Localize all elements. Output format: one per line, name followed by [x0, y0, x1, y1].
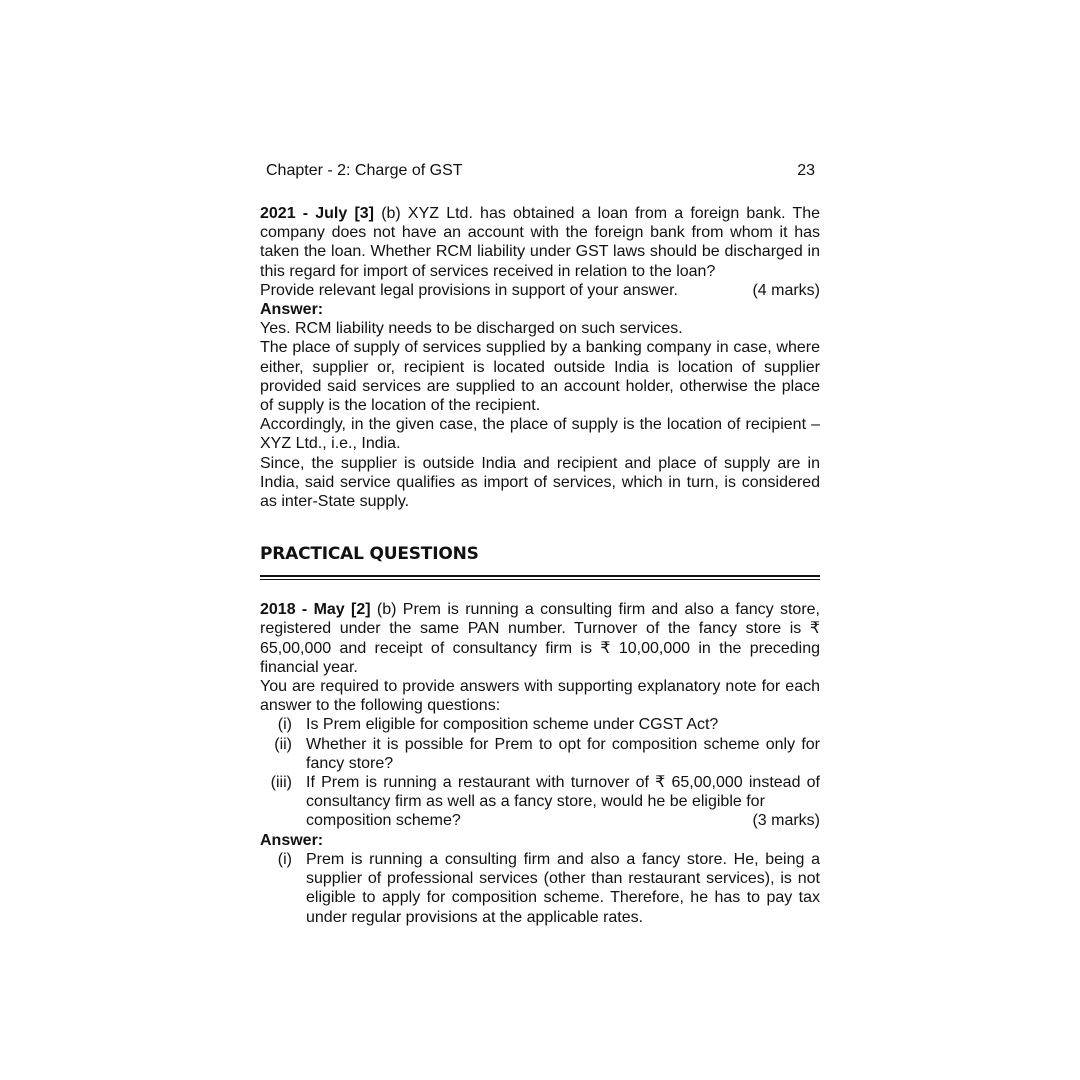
running-header [260, 160, 820, 182]
list-item-last-line [306, 811, 820, 830]
list-item-number: (iii) [270, 774, 292, 792]
question-2-text: (b) Prem is running a consulting firm and also a fancy store, registered under the same PAN number. Turnover of the fancy store is ₹ 65,00,000 and receipt of consultancy firm is ₹ 10,00,000 in the preceding financial year. [260, 601, 820, 676]
list-item-number: (i) [277, 716, 292, 734]
list-item [260, 735, 820, 773]
section-heading: PRACTICAL QUESTIONS [260, 544, 479, 565]
list-item-text: Prem is running a consulting firm and also a fancy store. He, being a supplier of professional services (other than restaurant services), is not eligible to apply for composition scheme. Therefore, he has to pay tax under regular provisions at the applicable rates. [306, 850, 820, 926]
answer-1-para-3: Accordingly, in the given case, the place of supply is the location of recipient – XYZ Ltd., i.e., India. [260, 416, 820, 453]
question-2-instruction: You are required to provide answers with supporting explanatory note for each answer to the following questions: [260, 678, 820, 715]
list-item-text: Whether it is possible for Prem to opt for composition scheme only for fancy store? [306, 735, 820, 772]
list-item-number: (i) [277, 850, 292, 868]
list-item-text: Is Prem eligible for composition scheme under CGST Act? [306, 716, 719, 734]
list-item-text: If Prem is running a restaurant with turnover of ₹ 65,00,000 instead of consultancy firm as well as a fancy store, would he be eligible for [306, 774, 820, 811]
answer-2-list [260, 850, 820, 927]
question-1-last-line [260, 281, 820, 300]
question-2 [260, 600, 820, 677]
question-2-tag: 2018 - May [2] [260, 601, 371, 619]
question-1-tag: 2021 - July [3] [260, 205, 375, 222]
answer-1-label: Answer: [260, 301, 324, 319]
list-item-number: (ii) [274, 735, 292, 753]
answer-1-para-1: Yes. RCM liability needs to be discharged on such services. [260, 320, 683, 338]
chapter-title: Chapter - 2: Charge of GST [266, 162, 463, 179]
answer-1-para-4: Since, the supplier is outside India and recipient and place of supply are in India, said service qualifies as import of services, which in turn, is considered as inter-State supply. [260, 454, 820, 511]
question-1-instruction: Provide relevant legal provisions in support of your answer. [260, 281, 678, 299]
question-2-marks: (3 marks) [752, 812, 820, 830]
answer-1-para-2: The place of supply of services supplied by a banking company in case, where either, supplier or, recipient is located outside India is location of supplier provided said services are supplied to an account holder, otherwise the place of supply is the location of the recipient. [260, 339, 820, 415]
list-item [260, 773, 820, 831]
question-2-list [260, 715, 820, 830]
list-item [260, 715, 820, 734]
answer-2-label: Answer: [260, 831, 324, 849]
section-divider [260, 575, 820, 580]
list-item-text-end: composition scheme? [306, 812, 461, 830]
list-item [260, 850, 820, 927]
question-1 [260, 204, 820, 281]
page-number: 23 [797, 162, 815, 179]
question-1-marks: (4 marks) [752, 281, 820, 299]
question-1-text: (b) XYZ Ltd. has obtained a loan from a foreign bank. The company does not have an account with the foreign bank from whom it has taken the loan. Whether RCM liability under GST laws should be discharged in this regard for import of services received in relation to the loan? [260, 205, 820, 280]
book-page [260, 160, 820, 927]
list-item-text-block [306, 773, 820, 831]
